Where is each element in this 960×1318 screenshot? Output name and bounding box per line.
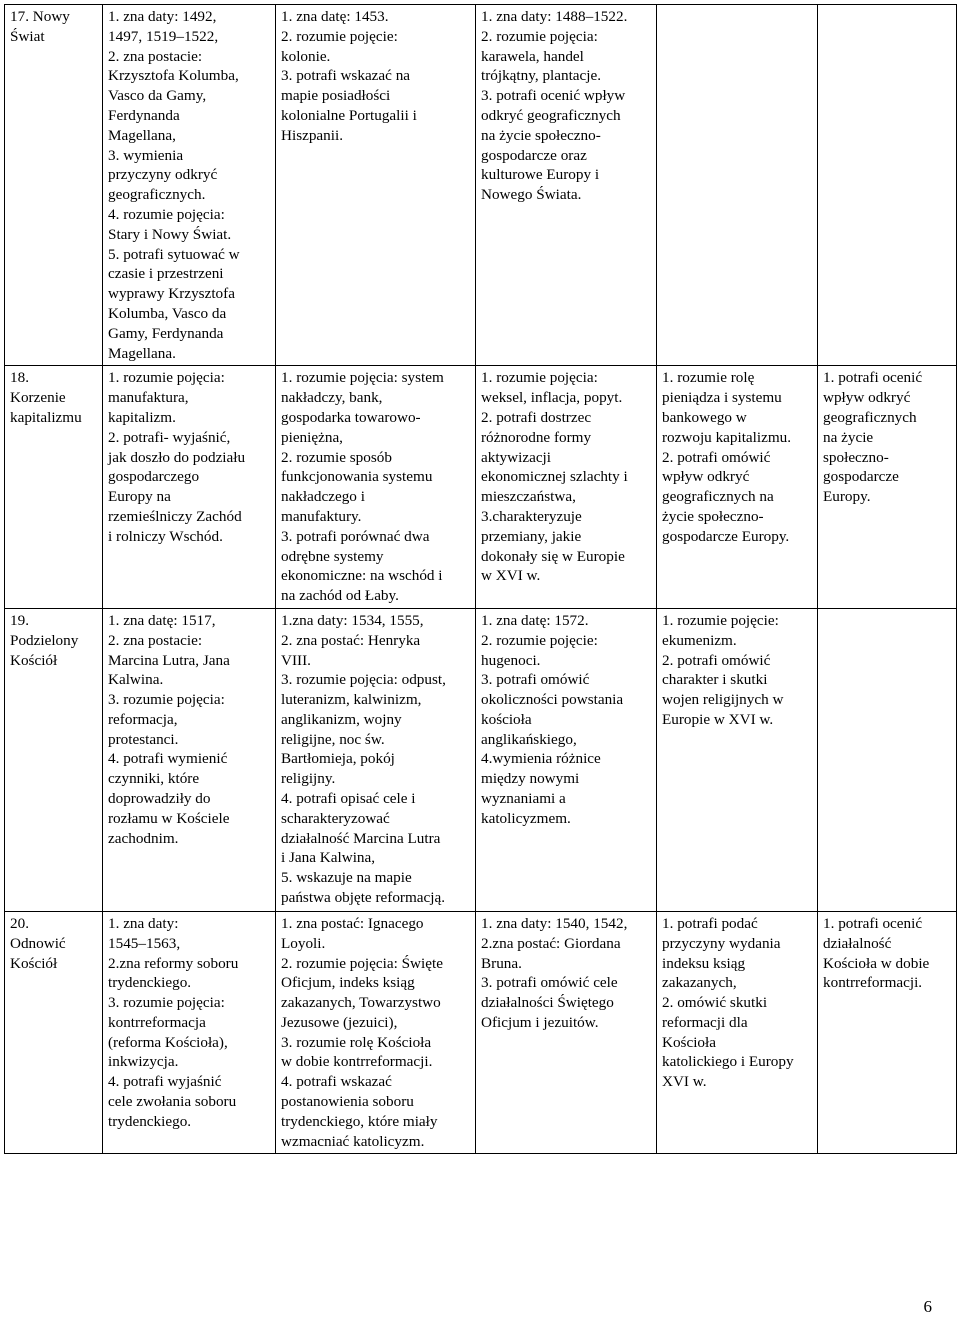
requirement-text: 1. zna datę: 1517, 2. zna postacie: Marcina Lutra, Jana Kalwina. 3. rozumie pojęcia: reformacja, protestanci. 4. potrafi wymienić czynniki, które doprowadziły do rozłamu w Kościele zachodnim. (108, 611, 230, 847)
topic-text: 18. Korzenie kapitalizmu (10, 369, 82, 426)
requirement-cell (657, 911, 818, 1154)
requirement-cell (276, 5, 476, 366)
requirement-cell (657, 5, 818, 366)
requirement-text: 1. rozumie pojęcia: manufaktura, kapitalizm. 2. potrafi- wyjaśnić, jak doszło do podziału gospodarczego Europy na rzemieślniczy Zachód i rolniczy Wschód. (108, 369, 246, 545)
requirement-cell (276, 608, 476, 911)
requirement-cell (657, 608, 818, 911)
requirement-cell (103, 366, 276, 609)
requirement-text: 1. zna postać: Ignacego Loyoli. 2. rozumie pojęcia: Święte Oficjum, indeks ksiąg zakazanych, Towarzystwo Jezusowe (jezuici), 3. rozumie rolę Kościoła w dobie kontrreformacji. 4. potrafi wskazać postanowienia soboru trydenckiego, które miały wzmacniać katolicyzm. (281, 914, 443, 1150)
topic-cell (5, 911, 103, 1154)
requirement-cell (103, 5, 276, 366)
requirement-text: 1. rozumie pojęcia: system nakładczy, bank, gospodarka towarowo- pieniężna, 2. rozumie sposób funkcjonowania systemu nakładczego i manufaktury. 3. potrafi porównać dwa odrębne systemy ekonomiczne: na wschód i na zachód od Łaby. (281, 369, 444, 605)
requirement-text: 1. potrafi ocenić wpływ odkryć geograficznych na życie społeczno- gospodarcze Europy. (823, 369, 923, 506)
requirement-text: 1.zna daty: 1534, 1555, 2. zna postać: Henryka VIII. 3. rozumie pojęcia: odpust, luteranizm, kalwinizm, anglikanizm, wojny religijne, noc św. Bartłomieja, pokój religijny. 4. potrafi opisać cele i scharakteryzować działalność Marcina Lutra i Jana Kalwina, 5. wskazuje na mapie państwa objęte reformacją. (281, 611, 446, 907)
requirement-text: 1. potrafi podać przyczyny wydania indeksu ksiąg zakazanych, 2. omówić skutki reformacji dla Kościoła katolickiego i Europy XVI w. (662, 914, 794, 1091)
requirement-cell (476, 911, 657, 1154)
requirement-text: 1. zna datę: 1453. 2. rozumie pojęcie: kolonie. 3. potrafi wskazać na mapie posiadłości kolonialne Portugalii i Hiszpanii. (281, 8, 417, 144)
table-row (5, 911, 957, 1154)
requirement-text: 1. zna daty: 1545–1563, 2.zna reformy soboru trydenckiego. 3. rozumie pojęcia: kontrreformacja (reforma Kościoła), inkwizycja. 4. potrafi wyjaśnić cele zwołania soboru trydenckiego. (108, 914, 239, 1130)
requirement-text: 1. zna daty: 1488–1522. 2. rozumie pojęcia: karawela, handel trójkątny, plantacje. 3. potrafi ocenić wpływ odkryć geograficznych na życie społeczno- gospodarcze oraz kulturowe Europy i Nowego Świata. (481, 8, 628, 204)
requirement-cell (818, 608, 957, 911)
requirement-text: 1. rozumie pojęcie: ekumenizm. 2. potrafi omówić charakter i skutki wojen religijnych w Europie w XVI w. (662, 611, 784, 728)
requirement-cell (476, 366, 657, 609)
page-number: 6 (923, 1297, 932, 1316)
requirement-cell (103, 911, 276, 1154)
topic-text: 17. Nowy Świat (10, 8, 70, 45)
requirement-cell (476, 5, 657, 366)
topic-text: 19. Podzielony Kościół (10, 611, 79, 669)
table-row (5, 608, 957, 911)
requirement-cell (657, 366, 818, 609)
requirement-text: 1. potrafi ocenić działalność Kościoła w dobie kontrreformacji. (823, 914, 930, 992)
requirement-cell (276, 366, 476, 609)
requirement-text: 1. zna daty: 1540, 1542, 2.zna postać: Giordana Bruna. 3. potrafi omówić cele działalności Świętego Oficjum i jezuitów. (481, 914, 628, 1031)
requirement-cell (476, 608, 657, 911)
requirement-cell (818, 911, 957, 1154)
requirement-cell (103, 608, 276, 911)
requirement-text: 1. zna datę: 1572. 2. rozumie pojęcie: hugenoci. 3. potrafi omówić okoliczności powstania kościoła anglikańskiego, 4.wymienia różnice między nowymi wyznaniami a katolicyzmem. (481, 611, 624, 827)
requirement-text: 1. rozumie pojęcia: weksel, inflacja, popyt. 2. potrafi dostrzec różnorodne formy aktywizacji ekonomicznej szlachty i mieszczaństwa, 3.charakteryzuje przemiany, jakie dokonały się w Europie w XVI w. (481, 369, 628, 585)
curriculum-table (4, 4, 957, 1154)
requirement-cell (818, 5, 957, 366)
table-row (5, 366, 957, 609)
topic-text: 20. Odnowić Kościół (10, 914, 66, 972)
requirement-text: 1. rozumie rolę pieniądza i systemu bankowego w rozwoju kapitalizmu. 2. potrafi omówić wpływ odkryć geograficznych na życie społeczno- gospodarcze Europy. (662, 369, 792, 545)
requirement-text: 1. zna daty: 1492, 1497, 1519–1522, 2. zna postacie: Krzysztofa Kolumba, Vasco da Gamy, Ferdynanda Magellana, 3. wymienia przyczyny odkryć geograficznych. 4. rozumie pojęcia: Stary i Nowy Świat. 5. potrafi sytuować w czasie i przestrzeni wyprawy Krzysztofa Kolumba, Vasco da Gamy, Ferdynanda Magellana. (108, 8, 240, 362)
requirement-cell (276, 911, 476, 1154)
requirement-cell (818, 366, 957, 609)
topic-cell (5, 366, 103, 609)
topic-cell (5, 608, 103, 911)
topic-cell (5, 5, 103, 366)
table-row (5, 5, 957, 366)
